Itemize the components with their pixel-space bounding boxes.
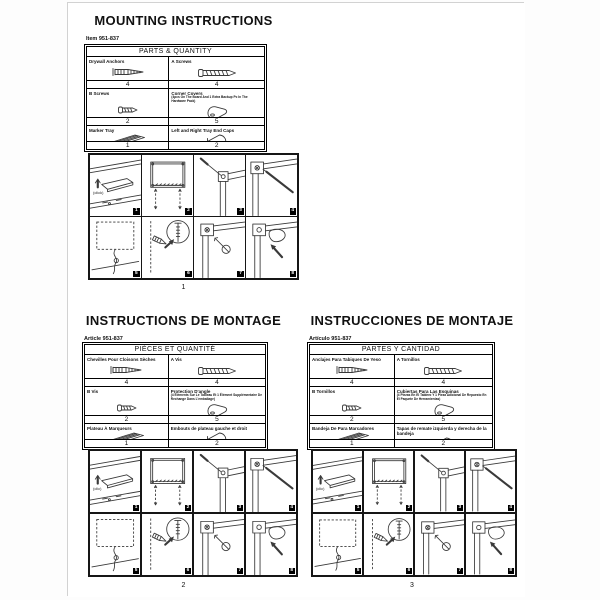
step-panel-4 bbox=[246, 155, 297, 216]
step-panel-4 bbox=[246, 451, 296, 512]
step-panel-8 bbox=[246, 217, 297, 278]
board-marking-illustration bbox=[364, 451, 413, 512]
step-panel-5 bbox=[90, 514, 140, 575]
step-panel-7 bbox=[194, 217, 245, 278]
part-label: Embouts de plateau gauche et droit bbox=[170, 425, 248, 431]
part-cell bbox=[310, 424, 394, 439]
parts-table-header: PARTS & QUANTITY bbox=[87, 47, 264, 57]
steps-grid bbox=[311, 449, 517, 577]
step-panel-2 bbox=[142, 155, 193, 216]
step-number-badge: 8 bbox=[509, 567, 513, 573]
anchor-wall-illustration bbox=[142, 514, 192, 575]
part-quantity: 4 bbox=[124, 379, 129, 386]
part-quantity: 4 bbox=[168, 379, 265, 387]
step-number-badge: 5 bbox=[356, 567, 360, 573]
step-panel-4 bbox=[466, 451, 515, 512]
step-number-badge: 6 bbox=[187, 270, 190, 276]
part-label: A Tornillos bbox=[396, 356, 420, 362]
part-label: B Screws bbox=[89, 90, 110, 96]
screw-long-icon bbox=[197, 68, 237, 78]
step-number-badge: 1 bbox=[134, 504, 138, 510]
screw-long-icon bbox=[197, 366, 237, 376]
step-number-badge: 8 bbox=[290, 567, 294, 573]
corner-cover-icon bbox=[205, 402, 228, 415]
step-panel-1 bbox=[313, 451, 362, 512]
corner-cover-icon bbox=[432, 402, 455, 415]
quantity-row bbox=[87, 117, 264, 125]
part-cell bbox=[85, 387, 168, 415]
screw-long-icon bbox=[423, 366, 463, 376]
step-panel-2 bbox=[142, 451, 192, 512]
page-number: 2 bbox=[181, 582, 186, 589]
step-number-badge: 7 bbox=[239, 270, 242, 276]
tray-click-illustration bbox=[90, 155, 141, 216]
page-spread bbox=[67, 2, 524, 596]
part-quantity: 5 bbox=[168, 118, 264, 126]
step-panel-1 bbox=[90, 155, 141, 216]
step-number-badge: 2 bbox=[186, 504, 190, 510]
step-number-badge: 7 bbox=[458, 567, 462, 573]
table-row bbox=[310, 386, 492, 415]
click-caption: (click) bbox=[93, 189, 104, 195]
click-caption: (clic) bbox=[93, 485, 102, 491]
quantity-row bbox=[85, 439, 265, 447]
part-quantity: 2 bbox=[168, 142, 264, 150]
step-panel-2 bbox=[364, 451, 413, 512]
table-row bbox=[310, 423, 492, 439]
screw-insert-illustration bbox=[246, 451, 296, 512]
step-number-badge: 4 bbox=[291, 208, 295, 214]
step-panel-6 bbox=[142, 514, 192, 575]
step-panel-7 bbox=[194, 514, 244, 575]
part-cell bbox=[168, 89, 264, 117]
step-number-badge: 3 bbox=[238, 504, 242, 510]
part-cell bbox=[168, 387, 265, 415]
step-panel-5 bbox=[313, 514, 362, 575]
marker-tray-icon bbox=[109, 133, 146, 141]
page-title: MOUNTING INSTRUCTIONS bbox=[94, 13, 273, 28]
step-number-badge: 2 bbox=[187, 208, 190, 214]
corner-screw-illustration bbox=[194, 217, 245, 278]
page-title: INSTRUCCIONES DE MONTAJE bbox=[310, 313, 514, 328]
anchor-wall-illustration bbox=[364, 514, 413, 575]
part-quantity: 2 bbox=[350, 416, 354, 423]
parts-table bbox=[309, 344, 493, 448]
part-quantity: 5 bbox=[394, 416, 492, 424]
corner-screw-illustration bbox=[194, 514, 244, 575]
tray-click-illustration bbox=[90, 451, 140, 512]
part-quantity: 4 bbox=[125, 81, 130, 88]
step-panel-3 bbox=[194, 155, 245, 216]
step-number-badge: 2 bbox=[407, 504, 411, 510]
table-row bbox=[85, 423, 265, 439]
step-panel-8 bbox=[466, 514, 515, 575]
step-panel-6 bbox=[142, 217, 193, 278]
step-number-badge: 3 bbox=[239, 208, 242, 214]
part-label: Marker Tray bbox=[89, 127, 115, 133]
page-number: 3 bbox=[410, 582, 414, 589]
parts-table bbox=[84, 344, 266, 448]
end-cap-icon bbox=[206, 133, 227, 141]
table-row bbox=[87, 57, 264, 80]
part-cell bbox=[168, 126, 264, 141]
part-note: (4pcs On The Board And 1 Extra Backup Pc In The Hardware Pack) bbox=[171, 95, 248, 104]
step-panel-1 bbox=[90, 451, 140, 512]
part-quantity: 4 bbox=[350, 379, 354, 386]
item-number: Item 951-837 bbox=[86, 36, 120, 42]
anchor-wall-illustration bbox=[142, 217, 193, 278]
screw-short-icon bbox=[117, 105, 138, 115]
part-label: A Screws bbox=[171, 58, 192, 64]
part-cell bbox=[87, 126, 168, 141]
drywall-anchor-icon bbox=[109, 364, 143, 376]
part-quantity: 2 bbox=[124, 416, 129, 423]
drywall-anchor-icon bbox=[335, 364, 369, 376]
step-number-badge: 6 bbox=[186, 567, 190, 573]
part-cell bbox=[85, 355, 168, 378]
part-cell bbox=[394, 424, 492, 439]
corner-screw-illustration bbox=[415, 514, 464, 575]
screwdriver-corner-illustration bbox=[415, 451, 464, 512]
part-cell bbox=[168, 355, 265, 378]
part-cell bbox=[85, 424, 168, 439]
screw-insert-illustration bbox=[246, 155, 297, 216]
part-quantity: 4 bbox=[394, 379, 492, 387]
table-row bbox=[85, 386, 265, 415]
part-quantity: 1 bbox=[350, 440, 354, 447]
step-number-badge: 5 bbox=[135, 270, 138, 276]
part-quantity: 5 bbox=[168, 416, 265, 424]
board-marking-illustration bbox=[142, 155, 193, 216]
page-spanish bbox=[299, 303, 525, 597]
end-cap-icon bbox=[433, 436, 454, 439]
table-row bbox=[310, 355, 492, 378]
step-number-badge: 5 bbox=[134, 567, 138, 573]
part-quantity: 4 bbox=[168, 81, 264, 89]
part-cell bbox=[310, 387, 394, 415]
page-english bbox=[68, 3, 299, 303]
step-number-badge: 4 bbox=[290, 504, 294, 510]
part-cell bbox=[310, 355, 394, 378]
table-row bbox=[87, 88, 264, 117]
step-number-badge: 4 bbox=[509, 504, 513, 510]
part-label: A Vis bbox=[170, 356, 182, 362]
part-label: Cubiertas Para Las Esquinas bbox=[396, 388, 459, 394]
step-panel-7 bbox=[415, 514, 464, 575]
part-label: Chevilles Pour Cloisons Sèches bbox=[87, 356, 156, 362]
table-row bbox=[85, 355, 265, 378]
part-quantity: 1 bbox=[124, 440, 129, 447]
part-cell bbox=[87, 89, 168, 117]
parts-table-header: PARTES Y CANTIDAD bbox=[310, 345, 492, 355]
quantity-row bbox=[310, 378, 492, 386]
screwdriver-corner-illustration bbox=[194, 155, 245, 216]
item-number: Artículo 951-837 bbox=[309, 336, 352, 342]
part-cell bbox=[168, 57, 264, 80]
quantity-row bbox=[85, 378, 265, 386]
part-label: Corner Covers bbox=[171, 90, 203, 96]
corner-cover-illustration bbox=[246, 514, 296, 575]
page-blank bbox=[299, 3, 525, 303]
step-panel-6 bbox=[364, 514, 413, 575]
wall-outline-illustration bbox=[90, 514, 140, 575]
step-number-badge: 3 bbox=[458, 504, 462, 510]
corner-cover-icon bbox=[205, 104, 228, 117]
drywall-anchor-icon bbox=[111, 66, 145, 78]
step-number-badge: 1 bbox=[135, 208, 138, 214]
part-note: (4 Éléments Sur Le Tableau Et 1 Élément Supplémentaire De Rechange Dans L'emballage) bbox=[170, 393, 262, 402]
marker-tray-icon bbox=[333, 431, 370, 439]
step-panel-5 bbox=[90, 217, 141, 278]
part-label: Left and Right Tray End Caps bbox=[171, 127, 235, 133]
parts-table bbox=[86, 46, 265, 150]
end-cap-icon bbox=[206, 431, 227, 439]
screw-insert-illustration bbox=[466, 451, 515, 512]
part-note: (4 Piezas En El Tablero Y 1 Pieza Adicional De Repuesto En El Paquete De Herramientas) bbox=[396, 393, 487, 402]
step-number-badge: 1 bbox=[356, 504, 360, 510]
screw-short-icon bbox=[116, 403, 137, 413]
quantity-row bbox=[310, 439, 492, 447]
item-number: Article 951-837 bbox=[84, 336, 123, 342]
page-french bbox=[68, 303, 299, 597]
table-row bbox=[87, 125, 264, 141]
board-marking-illustration bbox=[142, 451, 192, 512]
page-title: INSTRUCTIONS DE MONTAGE bbox=[85, 313, 282, 328]
part-quantity: 2 bbox=[394, 440, 492, 448]
step-number-badge: 7 bbox=[238, 567, 242, 573]
quantity-row bbox=[87, 80, 264, 88]
marker-tray-icon bbox=[108, 431, 145, 439]
screw-short-icon bbox=[341, 403, 362, 413]
part-cell bbox=[168, 424, 265, 439]
wall-outline-illustration bbox=[90, 217, 141, 278]
part-label: B Vis bbox=[87, 388, 99, 394]
click-caption: (clic) bbox=[315, 485, 325, 491]
part-label: Drywall Anchors bbox=[89, 58, 125, 64]
part-label: Bandeja De Para Marcadores bbox=[312, 425, 375, 431]
parts-table-header: PIÈCES ET QUANTITÉ bbox=[85, 345, 265, 355]
step-panel-8 bbox=[246, 514, 296, 575]
part-cell bbox=[87, 57, 168, 80]
quantity-row bbox=[87, 141, 264, 149]
steps-grid bbox=[88, 153, 299, 280]
step-panel-3 bbox=[415, 451, 464, 512]
part-label: Anclajes Para Tabiques De Yeso bbox=[312, 356, 381, 362]
step-panel-3 bbox=[194, 451, 244, 512]
part-label: Protection D'angle bbox=[170, 388, 211, 394]
part-cell bbox=[394, 355, 492, 378]
step-number-badge: 8 bbox=[291, 270, 295, 276]
quantity-row bbox=[310, 415, 492, 423]
page-number: 1 bbox=[181, 284, 186, 291]
part-quantity: 2 bbox=[168, 440, 265, 448]
step-number-badge: 6 bbox=[407, 567, 411, 573]
quantity-row bbox=[85, 415, 265, 423]
part-quantity: 1 bbox=[125, 142, 130, 149]
tray-click-illustration bbox=[313, 451, 362, 512]
part-label: Tapas de remate izquierda y derecha de la bandeja bbox=[396, 425, 487, 436]
corner-cover-illustration bbox=[246, 217, 297, 278]
steps-grid bbox=[88, 449, 298, 577]
part-quantity: 2 bbox=[125, 118, 130, 125]
part-label: Plateau À Marqueurs bbox=[87, 425, 132, 431]
screwdriver-corner-illustration bbox=[194, 451, 244, 512]
part-cell bbox=[394, 387, 492, 415]
corner-cover-illustration bbox=[466, 514, 515, 575]
wall-outline-illustration bbox=[313, 514, 362, 575]
part-label: B Tornillos bbox=[312, 388, 336, 394]
